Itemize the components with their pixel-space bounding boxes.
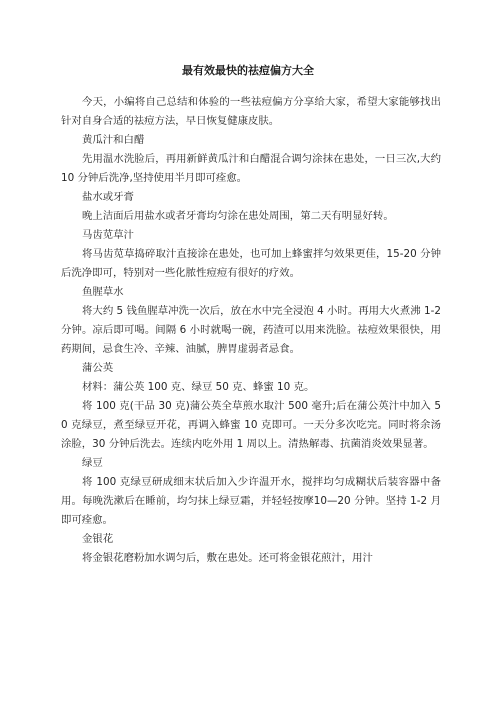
section-heading: 金银花 xyxy=(82,533,114,545)
paragraph: 将 100 克绿豆研成细末状后加入少许温开水，搅拌均匀成糊状后装容器中备用。每晚洗漱后在睡前，均匀抹上绿豆霜，并轻轻按摩10—20 分钟。坚持 1-2 月即可痊愈。 xyxy=(61,476,441,526)
document-body xyxy=(61,93,441,568)
paragraph: 材料：蒲公英 100 克、绿豆 50 克、蜂蜜 10 克。 xyxy=(82,381,315,393)
paragraph: 先用温水洗脸后，再用新鲜黄瓜汁和白醋混合调匀涂抹在患处，一日三次,大约 10 分钟后洗净,坚持使用半月即可痊愈。 xyxy=(61,153,441,184)
section-heading: 绿豆 xyxy=(82,457,103,469)
section-heading: 黄瓜汁和白醋 xyxy=(82,134,145,146)
paragraph: 晚上洁面后用盐水或者牙膏均匀涂在患处周围，第二天有明显好转。 xyxy=(82,210,394,222)
section-heading: 蒲公英 xyxy=(82,362,114,374)
paragraph: 将 100 克(干品 30 克)蒲公英全草煎水取汁 500 毫升;后在蒲公英汁中加入 50 克绿豆，煮至绿豆开花，再调入蜂蜜 10 克即可。一天分多次吃完。同时将余汤涂脸，30 分钟后洗去。连续内吃外用 1 周以上。清热解毒、抗菌消炎效果显著。 xyxy=(61,400,441,450)
paragraph: 将金银花磨粉加水调匀后，敷在患处。还可将金银花煎汁，用汁 xyxy=(82,552,373,564)
paragraph: 将马齿苋草捣碎取汁直接涂在患处，也可加上蜂蜜拌匀效果更佳，15-20 分钟后洗净即可，特别对一些化脓性痘痘有很好的疗效。 xyxy=(61,248,441,279)
paragraph: 今天，小编将自己总结和体验的一些祛痘偏方分享给大家，希望大家能够找出针对自身合适的祛痘方法，早日恢复健康皮肤。 xyxy=(61,96,441,127)
paragraph: 将大约 5 钱鱼腥草冲洗一次后，放在水中完全浸泡 4 小时。再用大火煮沸 1-2 分钟。凉后即可喝。间隔 6 小时就喝一碗，药渣可以用来洗脸。祛痘效果很快，用药期间，忌食生冷、辛辣、油腻，脾胃虚弱者忌食。 xyxy=(61,305,441,355)
section-heading: 鱼腥草水 xyxy=(82,286,124,298)
section-heading: 马齿苋草汁 xyxy=(82,229,134,241)
page-title: 最有效最快的祛痘偏方大全 xyxy=(182,64,314,77)
section-heading: 盐水或牙膏 xyxy=(82,191,134,203)
